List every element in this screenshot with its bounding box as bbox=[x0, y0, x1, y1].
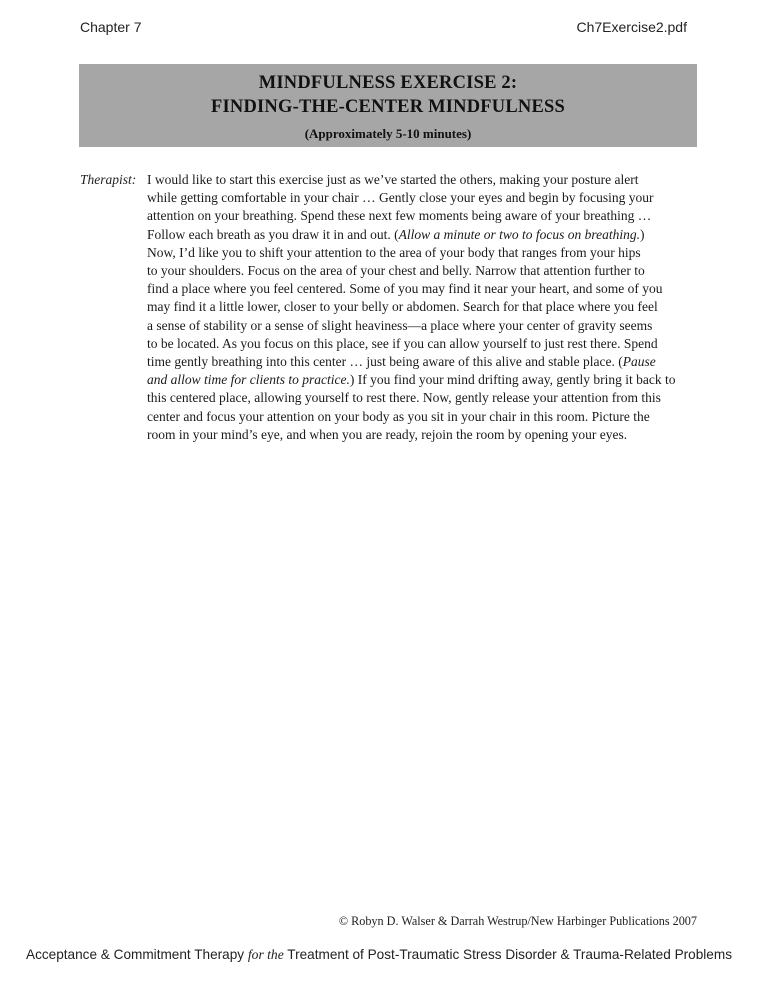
copyright-notice: © Robyn D. Walser & Darrah Westrup/New Harbinger Publications 2007 bbox=[338, 914, 697, 928]
therapist-script bbox=[147, 171, 694, 444]
script-line: Now, I’d like you to shift your attention to the area of your body that ranges from your hips bbox=[147, 244, 641, 260]
script-line: Follow each breath as you draw it in and out. (Allow a minute or two to focus on breathing.) bbox=[147, 226, 645, 242]
script-line: room in your mind’s eye, and when you are ready, rejoin the room by opening your eyes. bbox=[147, 426, 628, 442]
script-line: I would like to start this exercise just as we’ve started the others, making your posture alert bbox=[147, 172, 639, 187]
exercise-duration: (Approximately 5-10 minutes) bbox=[304, 126, 472, 141]
stage-direction: Allow a minute or two to focus on breathing. bbox=[398, 226, 640, 242]
exercise-title-banner bbox=[79, 64, 697, 147]
stage-direction: Pause bbox=[622, 354, 656, 370]
script-line: find a place where you feel centered. Some of you may find it near your heart, and some of you bbox=[147, 281, 663, 297]
speaker-label: Therapist: bbox=[80, 172, 137, 187]
stage-direction: and allow time for clients to practice. bbox=[147, 372, 350, 388]
script-line: while getting comfortable in your chair … Gently close your eyes and begin by focusing your bbox=[147, 190, 654, 206]
running-header-filename: Ch7Exercise2.pdf bbox=[576, 19, 687, 35]
script-line: and allow time for clients to practice.) If you find your mind drifting away, gently bring it back to bbox=[147, 372, 676, 388]
exercise-title-line1: MINDFULNESS EXERCISE 2: bbox=[258, 73, 518, 93]
exercise-title-line2: FINDING-THE-CENTER MINDFULNESS bbox=[211, 97, 565, 117]
script-line: center and focus your attention on your body as you sit in your chair in this room. Picture the bbox=[147, 408, 650, 424]
running-header-chapter: Chapter 7 bbox=[80, 19, 142, 35]
script-line: to be located. As you focus on this place, see if you can allow yourself to just rest there. Spend bbox=[147, 335, 658, 351]
script-line: time gently breathing into this center … just being aware of this alive and stable place. (Pause bbox=[147, 354, 656, 370]
script-line: attention on your breathing. Spend these next few moments being aware of your breathing … bbox=[147, 208, 652, 224]
script-line: this centered place, allowing yourself to rest there. Now, gently release your attention from this bbox=[147, 390, 661, 406]
script-line: a sense of stability or a sense of slight heaviness—a place where your center of gravity seems bbox=[147, 317, 653, 333]
script-line: may find it a little lower, closer to your belly or abdomen. Search for that place where you feel bbox=[147, 299, 658, 315]
script-line: to your shoulders. Focus on the area of your chest and belly. Narrow that attention further to bbox=[147, 263, 645, 279]
book-title-footer: Acceptance & Commitment Therapy for the Treatment of Post-Traumatic Stress Disorder & Trauma-Related Problems bbox=[26, 947, 732, 962]
footer-italic: for the bbox=[247, 947, 284, 962]
